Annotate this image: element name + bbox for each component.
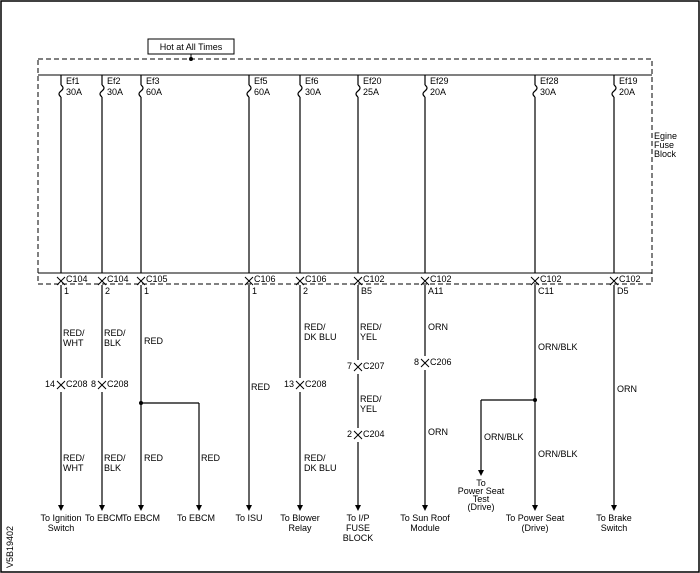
dest-ef6-1: Relay xyxy=(288,523,312,533)
fuse-name-Ef5: Ef5 xyxy=(254,76,268,86)
wire-color-ef3-a: RED xyxy=(144,336,164,346)
wire-color-ef6-b-0: RED/ xyxy=(304,453,326,463)
pin-c208-ef2: 8 xyxy=(90,379,96,389)
fuse-icon-Ef19 xyxy=(612,85,616,97)
block-label-line1: Egine xyxy=(654,131,678,141)
dest-ef28-0: To Power Seat xyxy=(505,513,565,523)
arrow-ef1 xyxy=(58,505,64,511)
arrow-ef19 xyxy=(611,505,617,511)
dest-ef28-branch-0: To xyxy=(476,478,486,488)
connector-label-Ef20: C102 xyxy=(363,274,385,284)
connector-c208-ef6: C208 xyxy=(305,379,327,389)
wire-color-ef20-b-1: YEL xyxy=(360,404,378,414)
dest-ef19-1: Switch xyxy=(600,523,628,533)
wire-color-ef20-a-1: YEL xyxy=(360,332,378,342)
wire-color-ef5: RED xyxy=(251,382,271,392)
fuse-name-Ef29: Ef29 xyxy=(430,76,449,86)
fuse-icon-Ef20 xyxy=(356,85,360,97)
fuse-name-Ef2: Ef2 xyxy=(107,76,121,86)
fuse-name-Ef19: Ef19 xyxy=(619,76,638,86)
connector-pin-Ef2: 2 xyxy=(105,286,111,296)
dest-ef20-2: BLOCK xyxy=(342,533,374,543)
arrow-ef28-branch xyxy=(478,470,484,476)
dest-ef19-0: To Brake xyxy=(596,513,632,523)
wire-color-ef6-b-1: DK BLU xyxy=(304,463,337,473)
fuse-name-Ef3: Ef3 xyxy=(146,76,160,86)
arrow-ef3-branch xyxy=(196,505,202,511)
wire-color-ef20-b-0: RED/ xyxy=(360,394,382,404)
fuse-amps-Ef3: 60A xyxy=(146,87,163,97)
fuse-icon-Ef1 xyxy=(59,85,63,97)
fuse-icon-Ef3 xyxy=(139,85,143,97)
fuse-block-outline xyxy=(38,59,652,284)
connector-label-Ef6: C106 xyxy=(305,274,327,284)
wire-color-ef6-a-0: RED/ xyxy=(304,322,326,332)
wire-color-ef1-b-1: WHT xyxy=(63,463,84,473)
connector-icon-C106 xyxy=(296,277,304,285)
fuse-name-Ef1: Ef1 xyxy=(66,76,80,86)
block-label-line3: Block xyxy=(654,149,677,159)
connector-pin-Ef28: C11 xyxy=(538,286,554,296)
dest-ef28-branch-3: (Drive) xyxy=(467,502,495,512)
fuse-amps-Ef28: 30A xyxy=(540,87,557,97)
dest-ef3-branch: To EBCM xyxy=(176,513,216,523)
dest-ef1-0: To Ignition xyxy=(40,513,82,523)
wire-color-ef2-b-0: RED/ xyxy=(104,453,126,463)
fuse-name-Ef28: Ef28 xyxy=(540,76,559,86)
connector-icon-c204 xyxy=(354,431,362,439)
dest-ef29-1: Module xyxy=(410,523,440,533)
fuse-amps-Ef5: 60A xyxy=(254,87,271,97)
fuse-amps-Ef29: 20A xyxy=(430,87,447,97)
arrow-ef2 xyxy=(99,505,105,511)
connector-icon-c207 xyxy=(354,363,362,371)
fuse-amps-Ef2: 30A xyxy=(107,87,124,97)
wire-color-ef1-b-0: RED/ xyxy=(63,453,85,463)
wire-color-ef2-a-0: RED/ xyxy=(104,328,126,338)
wire-color-ef1-a-0: RED/ xyxy=(63,328,85,338)
connector-pin-Ef29: A11 xyxy=(428,286,444,296)
connector-pin-Ef3: 1 xyxy=(144,286,150,296)
pin-c206: 8 xyxy=(413,357,419,367)
pin-c204: 2 xyxy=(346,429,352,439)
connector-pin-Ef19: D5 xyxy=(617,286,629,296)
connector-c204: C204 xyxy=(363,429,385,439)
wire-color-ef2-b-1: BLK xyxy=(104,463,122,473)
side-code: V5B19402 xyxy=(5,525,15,568)
fuse-icon-Ef28 xyxy=(533,85,537,97)
connector-c206: C206 xyxy=(430,357,452,367)
dest-ef28-branch-1: Power Seat xyxy=(457,486,505,496)
connector-pin-Ef1: 1 xyxy=(64,286,70,296)
fuse-name-Ef20: Ef20 xyxy=(363,76,382,86)
wire-color-ef3-branch: RED xyxy=(201,453,221,463)
wire-color-ef20-a-0: RED/ xyxy=(360,322,382,332)
wire-color-ef28-a: ORN/BLK xyxy=(538,342,578,352)
wire-color-ef1-a-1: WHT xyxy=(63,338,84,348)
connector-icon-c208-ef2 xyxy=(98,381,106,389)
fuse-amps-Ef19: 20A xyxy=(619,87,636,97)
wire-color-ef6-a-1: DK BLU xyxy=(304,332,337,342)
connector-icon-c206 xyxy=(421,359,429,367)
fuse-icon-Ef29 xyxy=(423,85,427,97)
connector-c208-ef2: C208 xyxy=(107,379,129,389)
arrow-ef29 xyxy=(422,505,428,511)
fuse-amps-Ef20: 25A xyxy=(363,87,380,97)
fuse-icon-Ef6 xyxy=(298,85,302,97)
wire-color-ef28-b: ORN/BLK xyxy=(538,449,578,459)
header-label: Hot at All Times xyxy=(159,42,223,52)
arrow-ef6 xyxy=(297,505,303,511)
connector-pin-Ef6: 2 xyxy=(303,286,309,296)
dest-ef20-1: FUSE xyxy=(345,523,371,533)
arrow-ef28 xyxy=(532,505,538,511)
dest-ef28-1: (Drive) xyxy=(521,523,549,533)
connector-c207: C207 xyxy=(363,361,385,371)
dest-ef1-1: Switch xyxy=(47,523,75,533)
connector-label-Ef3: C105 xyxy=(146,274,168,284)
connector-label-Ef2: C104 xyxy=(107,274,129,284)
connector-c208-ef1: C208 xyxy=(66,379,88,389)
dest-ef20-0: To I/P xyxy=(346,513,370,523)
connector-label-Ef1: C104 xyxy=(66,274,88,284)
connector-label-Ef29: C102 xyxy=(430,274,452,284)
dest-ef6-0: To Blower xyxy=(280,513,320,523)
wire-color-ef29-a: ORN xyxy=(428,322,448,332)
block-label-line2: Fuse xyxy=(654,140,675,150)
fuse-amps-Ef6: 30A xyxy=(305,87,322,97)
connector-label-Ef5: C106 xyxy=(254,274,276,284)
wire-color-ef2-a-1: BLK xyxy=(104,338,122,348)
pin-c207: 7 xyxy=(346,361,352,371)
arrow-ef20 xyxy=(355,505,361,511)
wire-color-ef28-branch: ORN/BLK xyxy=(484,432,524,442)
fuse-icon-Ef2 xyxy=(100,85,104,97)
dest-ef5: To ISU xyxy=(235,513,263,523)
dest-ef29-0: To Sun Roof xyxy=(400,513,450,523)
dest-ef28-branch-2: Test xyxy=(472,494,490,504)
connector-pin-Ef5: 1 xyxy=(252,286,258,296)
connector-icon-C104 xyxy=(57,277,65,285)
wire-color-ef19: ORN xyxy=(617,384,637,394)
connector-label-Ef28: C102 xyxy=(540,274,562,284)
wire-color-ef29-b: ORN xyxy=(428,427,448,437)
arrow-ef3 xyxy=(138,505,144,511)
wire-color-ef3-b: RED xyxy=(144,453,164,463)
dest-ef3: To EBCM xyxy=(121,513,161,523)
connector-pin-Ef20: B5 xyxy=(361,286,373,296)
arrow-ef5 xyxy=(246,505,252,511)
connector-icon-c208-ef6 xyxy=(296,381,304,389)
fuse-icon-Ef5 xyxy=(247,85,251,97)
connector-label-Ef19: C102 xyxy=(619,274,641,284)
dest-ef2-0: To EBCM xyxy=(84,513,124,523)
pin-c208-ef6: 13 xyxy=(283,379,294,389)
connector-icon-c208-ef1 xyxy=(57,381,65,389)
fuse-name-Ef6: Ef6 xyxy=(305,76,319,86)
fuse-circuits xyxy=(40,75,640,543)
connector-icon-C105 xyxy=(137,277,145,285)
pin-c208-ef1: 14 xyxy=(44,379,55,389)
fuse-amps-Ef1: 30A xyxy=(66,87,83,97)
